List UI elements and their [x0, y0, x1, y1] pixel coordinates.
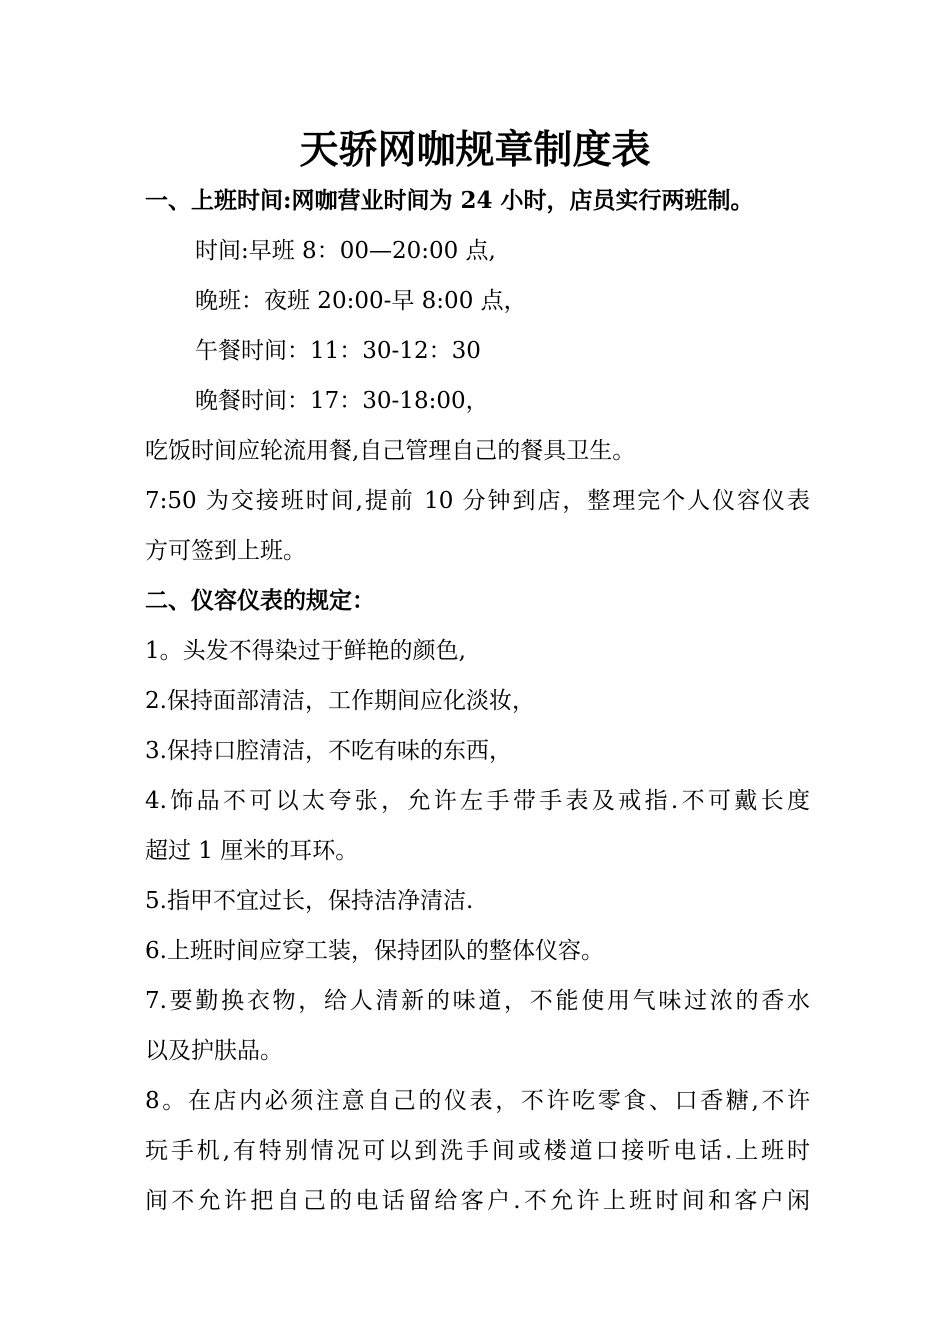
handover-line-2: 方可签到上班。 — [145, 538, 306, 564]
document-body — [145, 176, 810, 1226]
document-title: 天骄网咖规章制度表 — [299, 127, 651, 173]
shift-day-line: 时间:早班 8：00—20:00 点, — [195, 238, 496, 264]
rule-8-line-1: 8。在店内必须注意自己的仪表，不许吃零食、口香糖,不许 — [145, 1088, 810, 1114]
rule-2-line: 2.保持面部清洁，工作期间应化淡妆， — [145, 688, 535, 714]
rule-8-line-2: 玩手机,有特别情况可以到洗手间或楼道口接听电话.上班时 — [145, 1138, 810, 1164]
rule-5-line: 5.指甲不宜过长，保持洁净清洁. — [145, 888, 474, 914]
rule-3-line: 3.保持口腔清洁，不吃有味的东西， — [145, 738, 512, 764]
section-heading-work-hours: 一、上班时间:网咖营业时间为 24 小时，店员实行两班制。 — [145, 187, 754, 214]
rule-8-line-3: 间不允许把自己的电话留给客户.不允许上班时间和客户闲 — [145, 1188, 810, 1214]
handover-line-1: 7:50 为交接班时间,提前 10 分钟到店，整理完个人仪容仪表 — [145, 488, 810, 514]
lunch-time-line: 午餐时间：11：30-12：30 — [195, 338, 481, 364]
rule-4-line-2: 超过 1 厘米的耳环。 — [145, 838, 359, 864]
rule-1-line: 1。头发不得染过于鲜艳的颜色, — [145, 638, 466, 664]
shift-night-line: 晚班：夜班 20:00-早 8:00 点， — [195, 288, 527, 314]
rule-4-line-1: 4.饰品不可以太夸张，允许左手带手表及戒指.不可戴长度 — [145, 788, 810, 814]
rule-6-line: 6.上班时间应穿工装，保持团队的整体仪容。 — [145, 938, 604, 964]
meal-rule-line: 吃饭时间应轮流用餐,自己管理自己的餐具卫生。 — [145, 438, 636, 464]
section-heading-appearance: 二、仪容仪表的规定： — [145, 587, 375, 614]
rule-7-line-2: 以及护肤品。 — [145, 1038, 283, 1064]
rule-7-line-1: 7.要勤换衣物，给人清新的味道，不能使用气味过浓的香水 — [145, 988, 810, 1014]
dinner-time-line: 晚餐时间：17：30-18:00， — [195, 388, 489, 414]
